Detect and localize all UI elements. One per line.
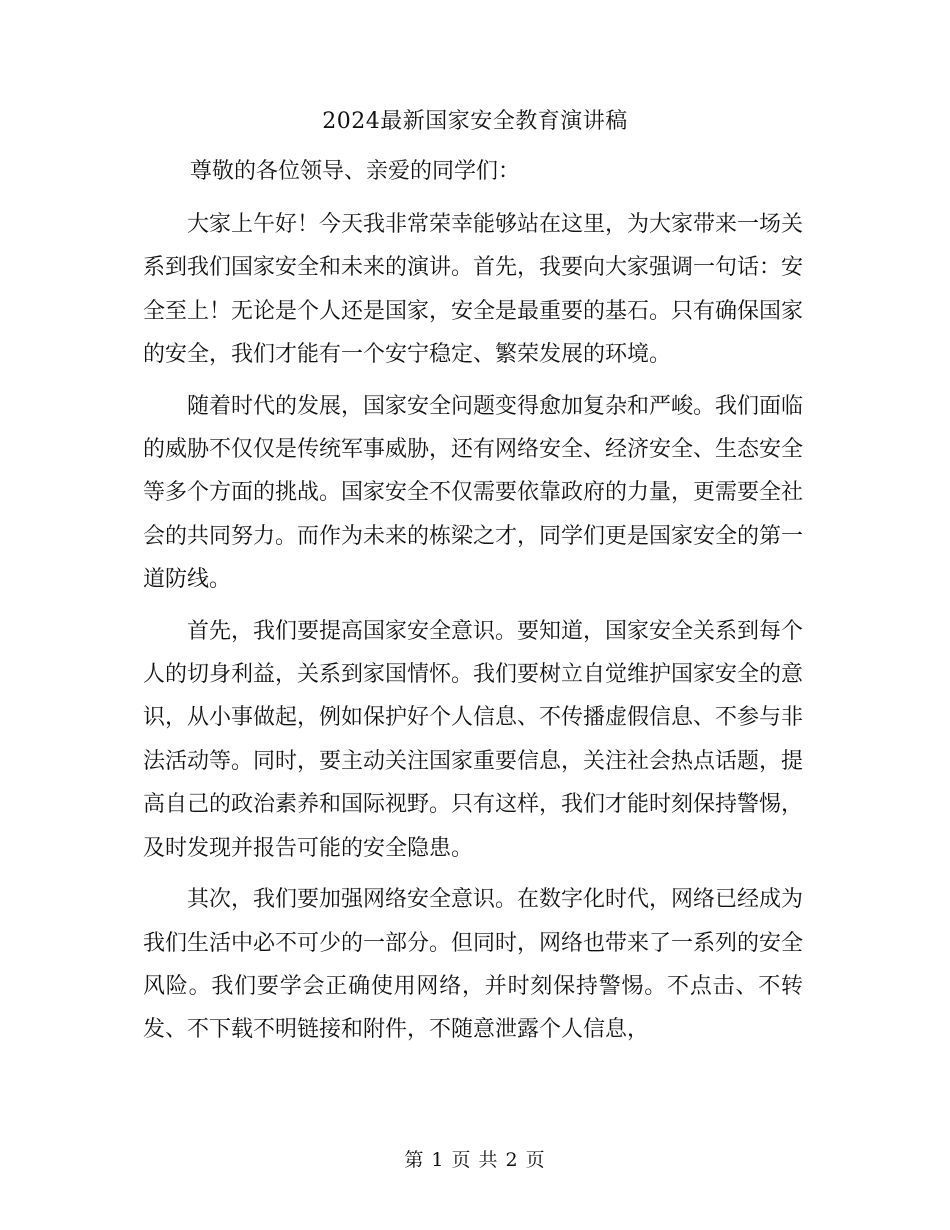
- document-title: 2024最新国家安全教育演讲稿: [322, 109, 628, 134]
- page-footer: 第 1 页 共 2 页: [404, 1149, 546, 1171]
- paragraph: 其次，我们要加强网络安全意识。在数字化时代，网络已经成为我们生活中必不可少的一部分。但同时，网络也带来了一系列的安全风险。我们要学会正确使用网络，并时刻保持警惕。不点击、不转发、不下载不明链接和附件，不随意泄露个人信息，: [143, 887, 804, 1043]
- paragraph: 大家上午好！今天我非常荣幸能够站在这里，为大家带来一场关系到我们国家安全和未来的演讲。首先，我要向大家强调一句话：安全至上！无论是个人还是国家，安全是最重要的基石。只有确保国家的安全，我们才能有一个安宁稳定、繁荣发展的环境。: [143, 212, 804, 368]
- paragraph: 首先，我们要提高国家安全意识。要知道，国家安全关系到每个人的切身利益，关系到家国情怀。我们要树立自觉维护国家安全的意识，从小事做起，例如保护好个人信息、不传播虚假信息、不参与非法活动等。同时，要主动关注国家重要信息，关注社会热点话题，提高自己的政治素养和国际视野。只有这样，我们才能时刻保持警惕，及时发现并报告可能的安全隐患。: [143, 618, 804, 861]
- paragraph: 随着时代的发展，国家安全问题变得愈加复杂和严峻。我们面临的威胁不仅仅是传统军事威胁，还有网络安全、经济安全、生态安全等多个方面的挑战。国家安全不仅需要依靠政府的力量，更需要全社会的共同努力。而作为未来的栋梁之才，同学们更是国家安全的第一道防线。: [143, 393, 804, 593]
- document-body: [143, 203, 803, 1060]
- salutation: 尊敬的各位领导、亲爱的同学们：: [190, 159, 521, 184]
